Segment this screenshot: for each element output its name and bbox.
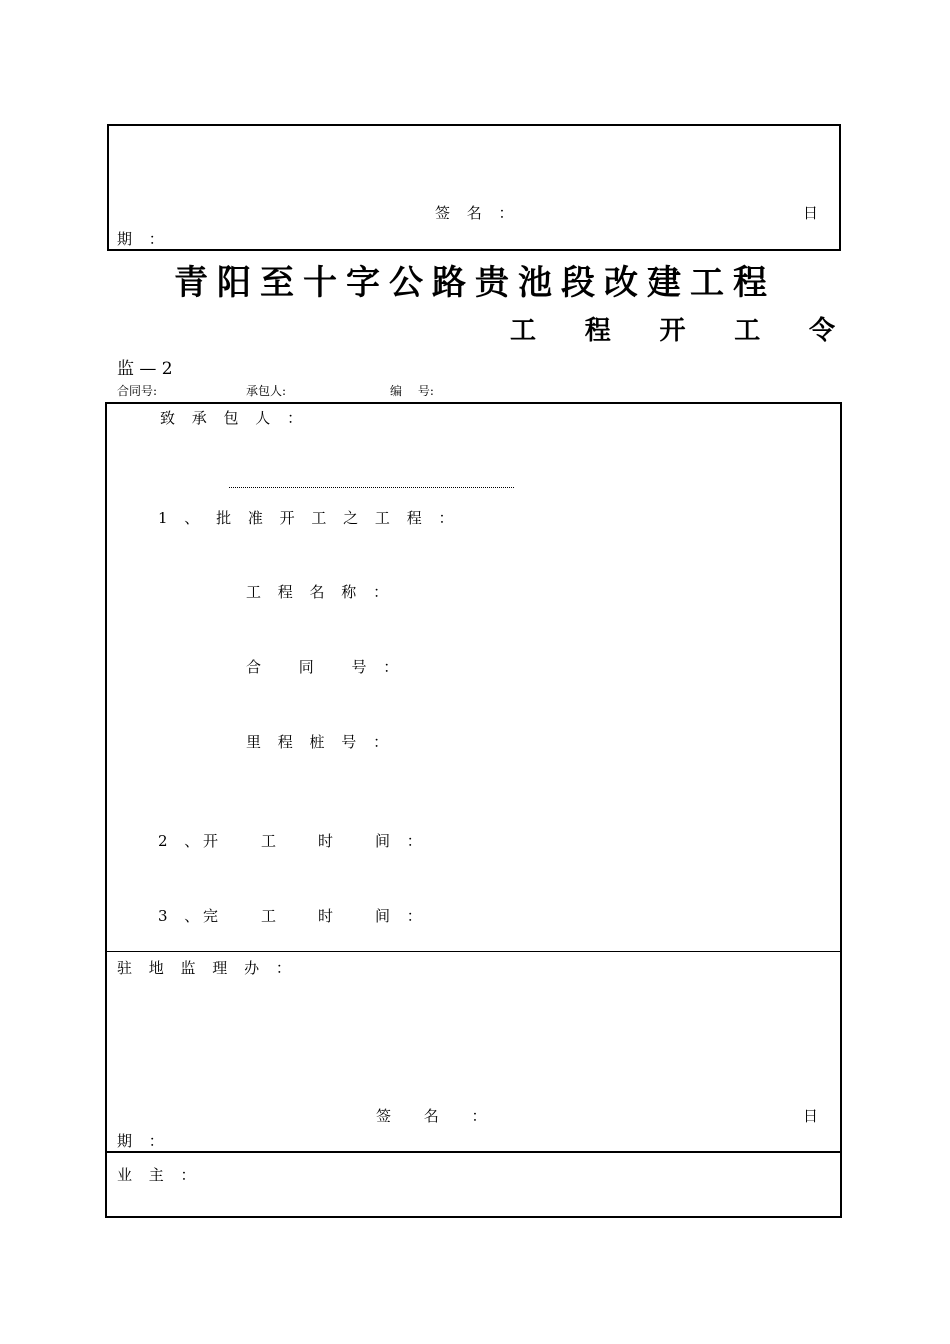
number-field: 编 号: bbox=[390, 384, 434, 398]
start-time-number: 2 、 bbox=[158, 832, 206, 850]
completion-time-number: 3 、 bbox=[158, 907, 206, 925]
project-name-label: 工 程 名 称 ： bbox=[246, 583, 395, 601]
document-subtitle bbox=[510, 310, 835, 347]
top-date-label-day: 日 bbox=[803, 204, 825, 222]
subtitle-char: 开 bbox=[659, 316, 686, 346]
completion-time-char: 间 ： bbox=[375, 907, 428, 925]
subtitle-char: 工 bbox=[510, 316, 537, 346]
supervision-sign-label: 签 名 ： bbox=[376, 1107, 501, 1125]
contract-no-label: 合 同 号 ： bbox=[246, 658, 405, 676]
to-contractor-label: 致 承 包 人 ： bbox=[160, 409, 309, 427]
subtitle-char: 工 bbox=[734, 316, 761, 346]
completion-time-char: 完 bbox=[203, 907, 225, 925]
top-sign-label: 签 名 ： bbox=[435, 204, 520, 222]
supervision-office-label: 驻 地 监 理 办 ： bbox=[117, 959, 297, 977]
contractor-field: 承包人: bbox=[246, 384, 287, 398]
divider-owner bbox=[106, 1151, 840, 1153]
form-code: 监 — 2 bbox=[117, 359, 173, 379]
top-date-label-period: 期 ： bbox=[117, 230, 170, 248]
contract-no-field: 合同号: bbox=[117, 384, 158, 398]
start-time-char: 间 ： bbox=[375, 832, 428, 850]
approved-project-label: 1 、 批 准 开 工 之 工 程 ： bbox=[158, 509, 460, 527]
supervision-date-label-day: 日 bbox=[803, 1107, 825, 1125]
supervision-date-label-period: 期 ： bbox=[117, 1132, 170, 1150]
start-time-char: 时 bbox=[318, 832, 340, 850]
owner-label: 业 主 ： bbox=[117, 1166, 202, 1184]
subtitle-char: 令 bbox=[808, 316, 835, 346]
divider-supervision bbox=[106, 951, 840, 952]
completion-time-char: 时 bbox=[318, 907, 340, 925]
subtitle-char: 程 bbox=[584, 316, 611, 346]
start-time-char: 开 bbox=[203, 832, 225, 850]
start-time-char: 工 bbox=[261, 832, 283, 850]
mileage-label: 里 程 桩 号 ： bbox=[246, 733, 395, 751]
contractor-dotted-line bbox=[229, 487, 514, 488]
document-title: 青阳至十字公路贵池段改建工程 bbox=[174, 263, 776, 303]
completion-time-char: 工 bbox=[261, 907, 283, 925]
top-signature-box bbox=[107, 124, 841, 251]
